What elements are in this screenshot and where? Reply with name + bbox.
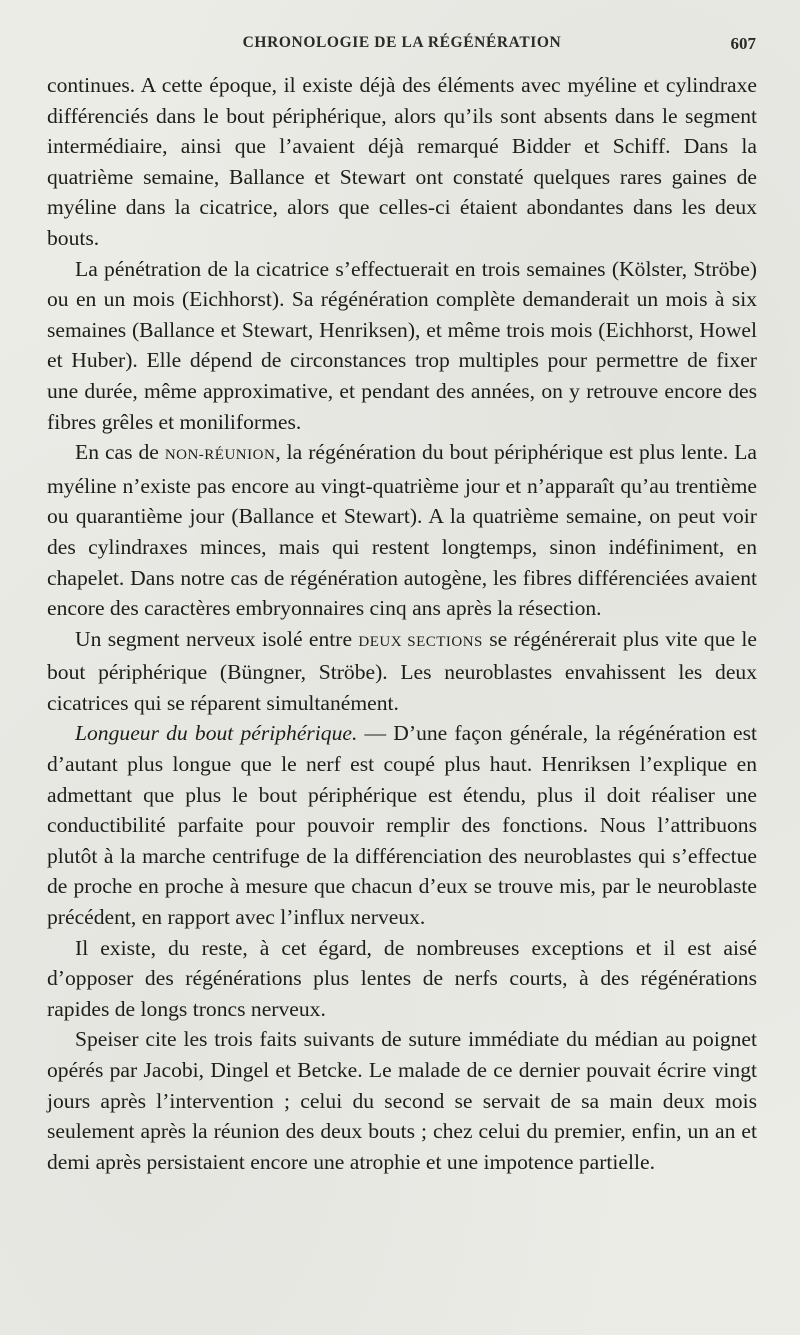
paragraph-2-text: La pénétration de la cicatrice s’effectuerait en trois semaines (Kölster, Ströbe) ou en un mois (Eichhorst). Sa régénération complète demanderait un mois à six semaines (Ballance et Stewart, Henriksen), et même trois mois (Eichhorst, Howel et Huber). Elle dépend de circonstances trop multiples pour permettre de fixer une durée, même approximative, et pendant des années, on y retrouve encore des fibres grêles et moniliformes. [47,256,757,434]
paragraph-1 [47,70,757,254]
paragraph-7-text: Speiser cite les trois faits suivants de suture immédiate du médian au poignet opérés par Jacobi, Dingel et Betcke. Le malade de ce dernier pouvait écrire vingt jours après l’intervention ; celui du second se servait de sa main deux mois seulement après la réunion des deux bouts ; chez celui du premier, enfin, un an et demi après persistaient encore une atrophie et une impotence partielle. [47,1027,757,1174]
paragraph-4-text: se régénérerait plus vite que le bout périphérique (Büngner, Ströbe). Les neuroblastes envahissent les deux cicatrices qui se réparent simultanément. [47,626,757,715]
page-number: 607 [730,34,756,53]
paragraph-3-lead: En cas de [75,440,165,465]
paragraph-4-small-caps-term: DEUX SECTIONS [358,633,483,650]
paragraph-7 [47,1024,757,1177]
running-head [48,34,756,58]
paragraph-2 [47,254,757,438]
paragraph-1-text: continues. A cette époque, il existe déjà des éléments avec myéline et cylindraxe différenciés dans le bout périphérique, alors qu’ils sont absents dans le segment intermédiaire, ainsi que l’avaient déjà remarqué Bidder et Schiff. Dans la quatrième semaine, Ballance et Stewart ont constaté quelques rares gaines de myéline dans la cicatrice, alors que celles-ci étaient abondantes dans les deux bouts. [47,73,757,250]
running-title: CHRONOLOGIE DE LA RÉGÉNÉRATION [242,34,562,51]
paragraph-6-text: Il existe, du reste, à cet égard, de nombreuses exceptions et il est aisé d’opposer des régénérations plus lentes de nerfs courts, à des régénérations rapides de longs troncs nerveux. [47,935,757,1021]
paragraph-4 [47,624,757,719]
paragraph-3 [47,437,757,624]
paragraph-3-small-caps-term: NON-RÉUNION [164,447,276,464]
paragraph-5-text: — D’une façon générale, la régénération est d’autant plus longue que le nerf est coupé plus haut. Henriksen l’explique en admettant que plus le bout périphérique est étendu, plus il doit réaliser une conductibilité parfaite pour pouvoir remplir des fonctions. Nous l’attribuons plutôt à la marche centrifuge de la différenciation des neuroblastes qui s’effectue de proche en proche à mesure que chacun d’eux se trouve mis, par le neuroblaste précédent, en rapport avec l’influx nerveux. [47,721,758,930]
paragraph-4-lead: Un segment nerveux isolé entre [75,626,359,651]
paragraph-5 [47,718,757,932]
body-text [47,70,757,1177]
paragraph-6 [47,933,757,1025]
paragraph-5-italic-heading: Longueur du bout périphérique. [75,721,358,746]
paragraph-3-text: , la régénération du bout périphérique est plus lente. La myéline n’existe pas encore au vingt-quatrième jour et n’apparaît qu’au trentième ou quarantième jour (Ballance et Stewart). A la quatrième semaine, on peut voir des cylindraxes minces, mais qui restent longtemps, sinon indéfiniment, en chapelet. Dans notre cas de régénération autogène, les fibres différenciées avaient encore des caractères embryonnaires cinq ans après la résection. [47,440,758,621]
